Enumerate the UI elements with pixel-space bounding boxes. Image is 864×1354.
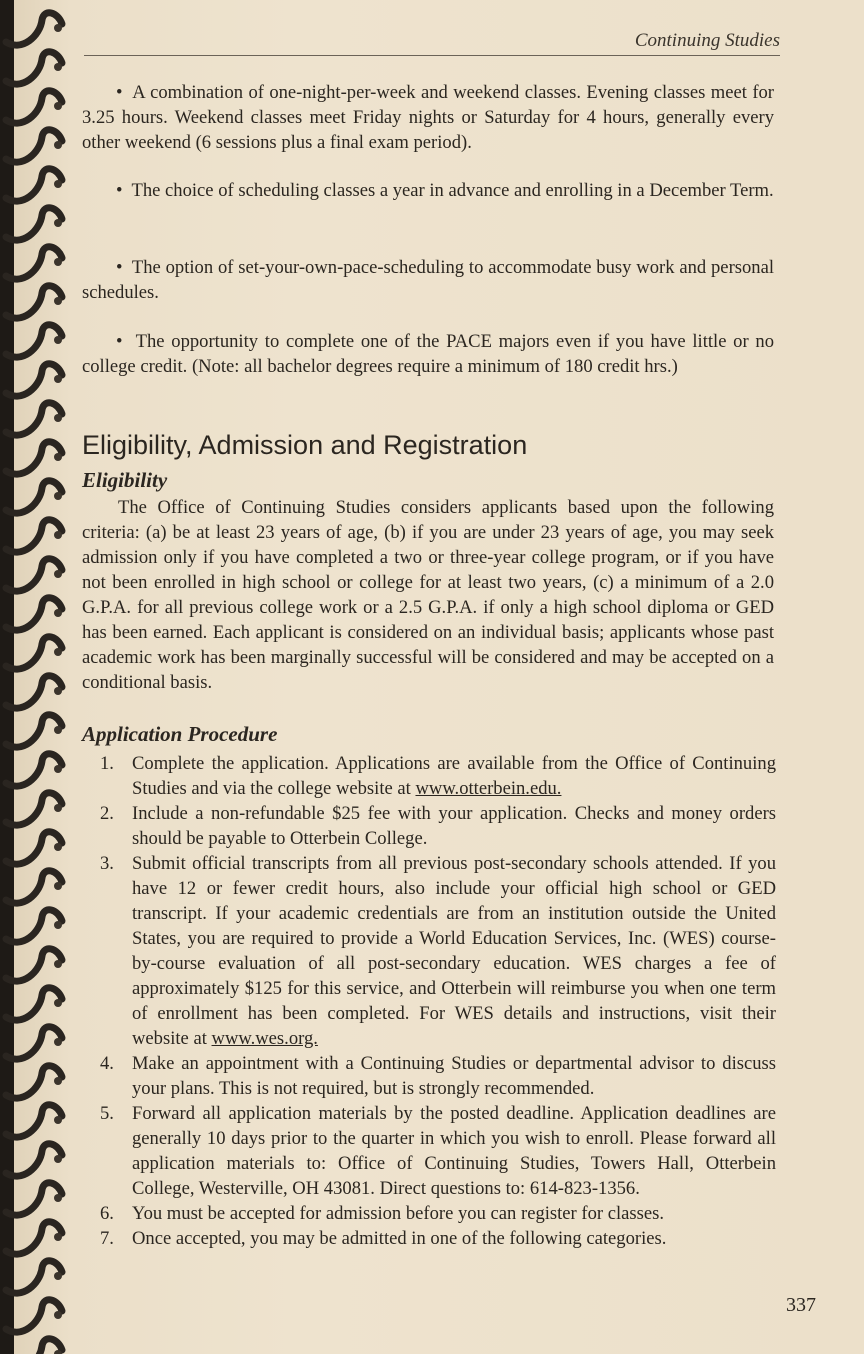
eligibility-text: The Office of Continuing Studies considers applicants based upon the following criteria: (a) be at least 23 years of age, (b) if you are under 23 years of age, you may seek admission only if you have completed a two or three-year college program, or if you have not been enrolled in high school or college for at least two years, (c) a minimum of a 2.0 G.P.A. for all previous college work or a 2.5 G.P.A. if only a high school diploma or GED has been earned. Each applicant is considered on an individual basis; applicants whose past academic work has been marginally successful will be considered and may be accepted on a conditional basis. [82,497,774,693]
bullet-marker: • [116,82,123,103]
application-heading: Application Procedure [82,722,278,746]
running-head: Continuing Studies [84,30,780,56]
binding-hole [54,297,62,305]
section-heading: Eligibility, Admission and Registration [82,430,528,460]
binding-hole [54,765,62,773]
binding-coil [6,247,62,279]
binding-coil [6,1027,62,1059]
binding-hole [54,180,62,188]
step-item [82,801,776,851]
bullet-text: A combination of one-night-per-week and weekend classes. Evening classes meet for 3.25 hours. Weekend classes meet Friday nights or Saturday for 4 hours, generally every other weekend (6 sessions plus a final exam period). [82,82,774,153]
step-item [82,751,776,801]
bullet-text: The option of set-your-own-pace-scheduling to accommodate busy work and personal schedules. [82,257,775,303]
bullet-marker: • [116,331,123,352]
bullet-item [82,80,774,155]
step-item [82,1101,776,1201]
binding-hole [54,921,62,929]
website-link[interactable]: www.wes.org. [211,1028,318,1049]
binding-coil [6,832,62,864]
binding-hole [54,999,62,1007]
step-text: Include a non-refundable $25 fee with your application. Checks and money orders should be payable to Otterbein College. [132,803,776,849]
binding-hole [54,1194,62,1202]
binding-coil [6,559,62,591]
binding-coil [6,1105,62,1137]
binding-coil [6,169,62,201]
binding-coil [6,1144,62,1176]
step-text: Forward all application materials by the posted deadline. Application deadlines are generally 10 days prior to the quarter in which you wish to enroll. Please forward all application materials to: Office of Continuing Studies, Towers Hall, Otterbein College, Westerville, OH 43081. Direct questions to: 614-823-1356. [132,1103,776,1199]
bullet-item [82,178,774,203]
binding-hole [54,531,62,539]
step-number: 7. [100,1228,114,1249]
step-text: You must be accepted for admission before you can register for classes. [132,1203,665,1224]
binding-hole [54,1038,62,1046]
binding-hole [54,843,62,851]
binding-coil [6,1339,62,1354]
binding-coil [6,130,62,162]
binding-coil [6,715,62,747]
step-number: 1. [100,753,114,774]
step-text: Make an appointment with a Continuing Studies or departmental advisor to discuss your plans. This is not required, but is strongly recommended. [132,1053,776,1099]
binding-hole [54,375,62,383]
binding-hole [54,609,62,617]
binding-hole [54,453,62,461]
binding-hole [54,24,62,32]
binding-coil [6,52,62,84]
spiral-binding [0,0,72,1354]
bullet-marker: • [116,180,123,201]
binding-hole [54,804,62,812]
step-item [82,1051,776,1101]
binding-coil [6,481,62,513]
step-number: 3. [100,853,114,874]
binding-coil [6,286,62,318]
binding-hole [54,1077,62,1085]
binding-hole [54,1116,62,1124]
binding-coil [6,598,62,630]
binding-hole [54,1233,62,1241]
binding-coil [6,442,62,474]
step-number: 4. [100,1053,114,1074]
binding-coil [6,520,62,552]
eligibility-paragraph [82,495,774,695]
website-link[interactable]: www.otterbein.edu. [415,778,562,799]
binding-hole [54,336,62,344]
binding-coil [6,1300,62,1332]
binding-hole [54,687,62,695]
binding-coil [6,988,62,1020]
binding-hole [54,570,62,578]
binding-coil [6,1261,62,1293]
step-item [82,851,776,1051]
binding-coil [6,1183,62,1215]
bullet-item [82,255,774,305]
binding-coil [6,403,62,435]
binding-coil [6,910,62,942]
bullet-item [82,329,774,379]
binding-hole [54,414,62,422]
binding-hole [54,882,62,890]
binding-coil [6,364,62,396]
binding-hole [54,726,62,734]
page-number: 337 [786,1294,816,1316]
step-item [82,1226,776,1251]
step-number: 6. [100,1203,114,1224]
binding-hole [54,219,62,227]
binding-hole [54,63,62,71]
binding-coil [6,676,62,708]
binding-coil [6,949,62,981]
binding-coil [6,91,62,123]
binding-coil [6,637,62,669]
binding-hole [54,1272,62,1280]
bullet-marker: • [116,257,123,278]
binding-hole [54,141,62,149]
step-text: Once accepted, you may be admitted in one of the following categories. [132,1228,667,1249]
step-item [82,1201,776,1226]
binding-coil [6,793,62,825]
binding-coil [6,208,62,240]
binding-coil [6,871,62,903]
application-steps [82,751,776,1251]
binding-hole [54,1311,62,1319]
binding-coil [6,1066,62,1098]
binding-coil [6,13,62,45]
binding-coil [6,1222,62,1254]
binding-hole [54,102,62,110]
binding-hole [54,492,62,500]
binding-coil [6,325,62,357]
step-number: 2. [100,803,114,824]
bullet-text: The opportunity to complete one of the PACE majors even if you have little or no college credit. (Note: all bachelor degrees require a minimum of 180 credit hrs.) [82,331,774,377]
eligibility-heading: Eligibility [82,468,168,492]
step-text: Submit official transcripts from all previous post-secondary schools attended. If you have 12 or fewer credit hours, also include your official high school or GED transcript. If your academic credentials are from an institution outside the United States, you are required to provide a World Education Services, Inc. (WES) course-by-course evaluation of all post-secondary education. WES charges a fee of approximately $125 for this service, and Otterbein will reimburse you when one term of enrollment has been completed. For WES details and instructions, visit their website at [132,853,776,1049]
binding-coil [6,754,62,786]
binding-hole [54,648,62,656]
step-number: 5. [100,1103,114,1124]
binding-hole [54,258,62,266]
step-text: Complete the application. Applications are available from the Office of Continuing Studies and via the college website at [132,753,776,799]
binding-hole [54,960,62,968]
bullet-text: The choice of scheduling classes a year in advance and enrolling in a December Term. [131,180,774,201]
binding-hole [54,1155,62,1163]
